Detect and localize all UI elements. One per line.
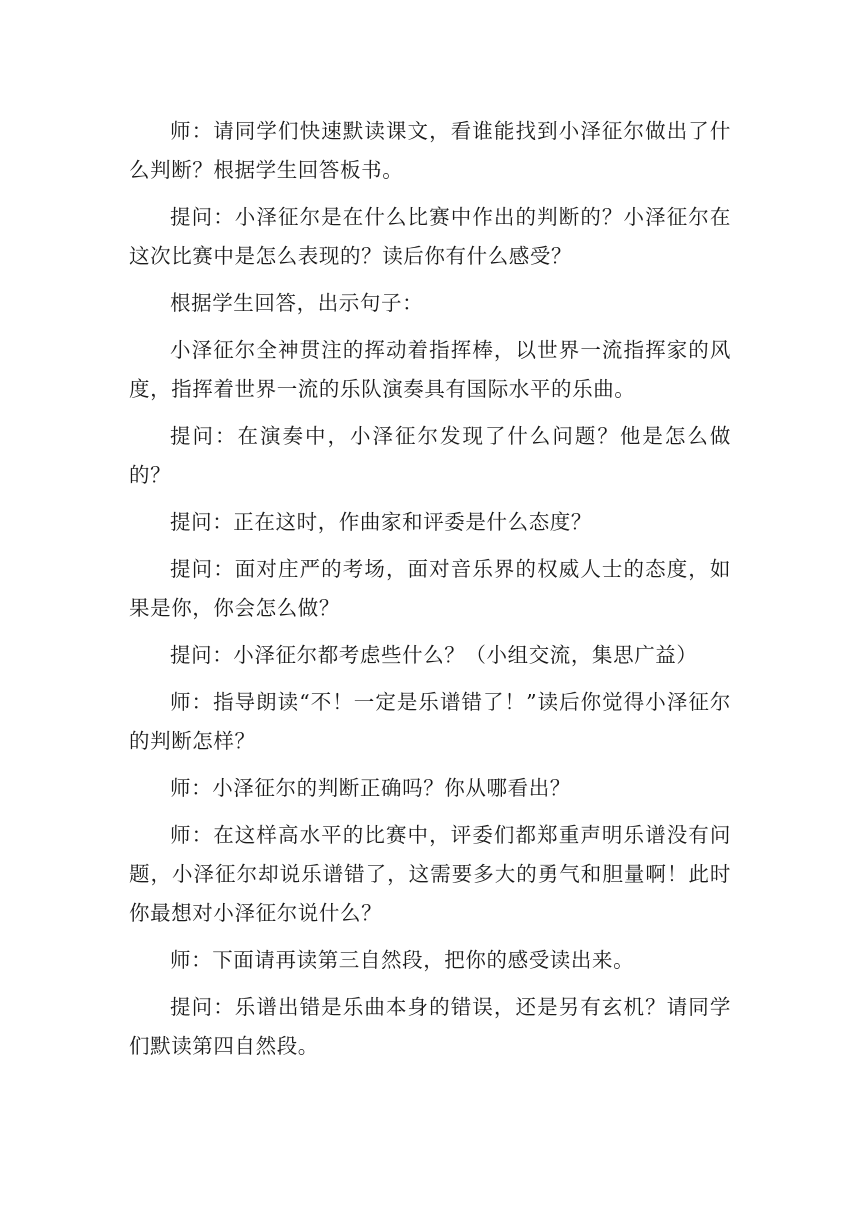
- paragraph: 提问：面对庄严的考场，面对音乐界的权威人士的态度，如果是你，你会怎么做？: [129, 557, 731, 620]
- paragraph: 师：在这样高水平的比赛中，评委们都郑重声明乐谱没有问题，小泽征尔却说乐谱错了，这需要多大的勇气和胆量啊！此时你最想对小泽征尔说什么？: [129, 823, 731, 925]
- paragraph: 提问：乐谱出错是乐曲本身的错误，还是另有玄机？请同学们默读第四自然段。: [129, 995, 731, 1058]
- paragraph: 师：小泽征尔的判断正确吗？你从哪看出？: [170, 776, 571, 800]
- paragraph: 提问：小泽征尔都考虑些什么？（小组交流，集思广益）: [170, 643, 698, 667]
- paragraph: 提问：小泽征尔是在什么比赛中作出的判断的？小泽征尔在这次比赛中是怎么表现的？读后你有什么感受？: [129, 205, 731, 268]
- paragraph: 根据学生回答，出示句子：: [170, 291, 424, 315]
- paragraph: 师：请同学们快速默读课文，看谁能找到小泽征尔做出了什么判断？根据学生回答板书。: [129, 119, 731, 182]
- paragraph: 师：下面请再读第三自然段，把你的感受读出来。: [170, 948, 635, 972]
- paragraph: 小泽征尔全神贯注的挥动着指挥棒，以世界一流指挥家的风度，指挥着世界一流的乐队演奏具有国际水平的乐曲。: [129, 338, 731, 401]
- paragraph: 提问：在演奏中，小泽征尔发现了什么问题？他是怎么做的？: [129, 424, 731, 487]
- paragraph: 师：指导朗读“不！一定是乐谱错了！”读后你觉得小泽征尔的判断怎样？: [129, 690, 731, 753]
- paragraph: 提问：正在这时，作曲家和评委是什么态度？: [170, 510, 592, 534]
- document-body: [129, 112, 731, 1074]
